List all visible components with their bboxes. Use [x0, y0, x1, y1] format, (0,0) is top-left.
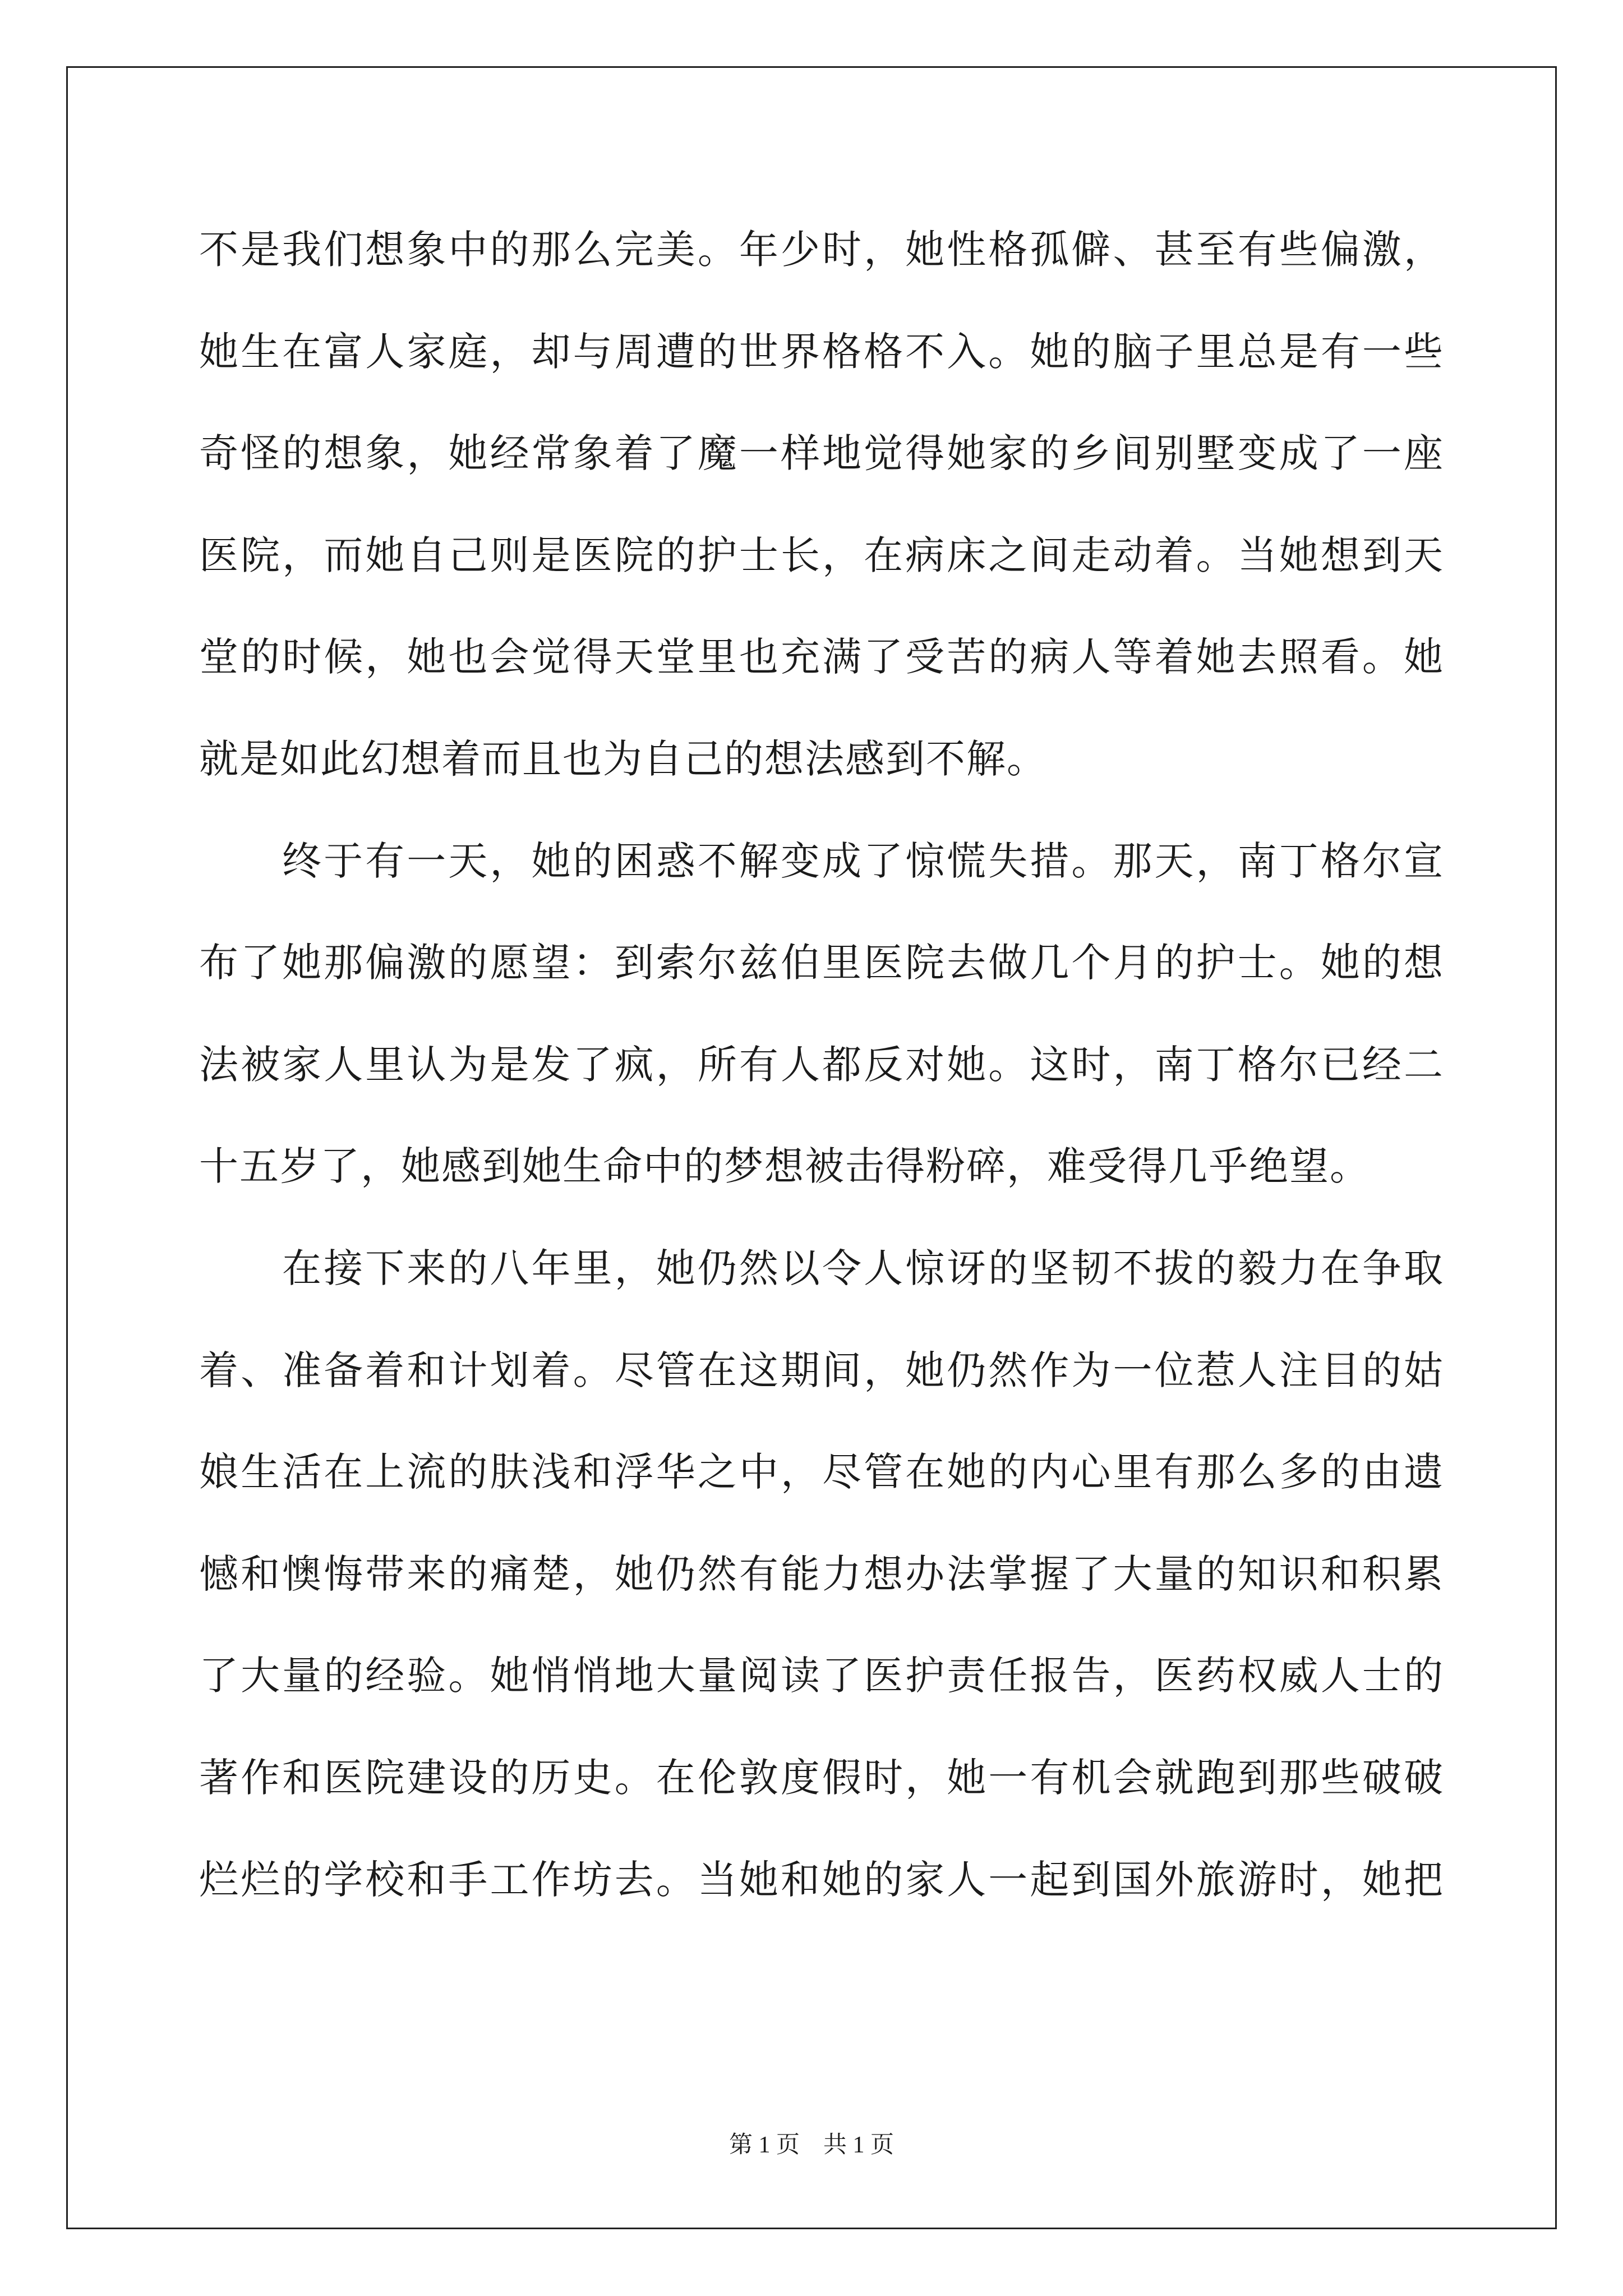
text-line: 她生在富人家庭，却与周遭的世界格格不入。她的脑子里总是有一些 [199, 328, 1444, 375]
text-line: 医院，而她自己则是医院的护士长，在病床之间走动着。当她想到天 [199, 532, 1444, 578]
text-line: 法被家人里认为是发了疯，所有人都反对她。这时，南丁格尔已经二 [199, 1041, 1444, 1088]
text-line: 十五岁了，她感到她生命中的梦想被击得粉碎，难受得几乎绝望。 [199, 1143, 1370, 1190]
text-line: 烂烂的学校和手工作坊去。当她和她的家人一起到国外旅游时，她把 [199, 1856, 1444, 1903]
document-body [199, 199, 1444, 1931]
page-number-footer: 第 1 页 共 1 页 [728, 2132, 894, 2158]
text-line: 憾和懊悔带来的痛楚，她仍然有能力想办法掌握了大量的知识和积累 [199, 1550, 1444, 1597]
text-line: 奇怪的想象，她经常象着了魔一样地觉得她家的乡间别墅变成了一座 [199, 430, 1444, 477]
paragraph-first-line: 终于有一天，她的困惑不解变成了惊慌失措。那天，南丁格尔宣 [282, 838, 1444, 884]
text-line: 娘生活在上流的肤浅和浮华之中，尽管在她的内心里有那么多的由遗 [199, 1449, 1444, 1496]
paragraph-first-line: 在接下来的八年里，她仍然以令人惊讶的坚韧不拔的毅力在争取 [282, 1245, 1444, 1291]
text-line: 了大量的经验。她悄悄地大量阅读了医护责任报告，医药权威人士的 [199, 1653, 1444, 1699]
text-line: 着、准备着和计划着。尽管在这期间，她仍然作为一位惹人注目的姑 [199, 1347, 1444, 1393]
text-line: 堂的时候，她也会觉得天堂里也充满了受苦的病人等着她去照看。她 [199, 634, 1444, 680]
text-line: 不是我们想象中的那么完美。年少时，她性格孤僻、甚至有些偏激， [199, 227, 1444, 273]
text-line: 就是如此幻想着而且也为自己的想法感到不解。 [199, 735, 1047, 782]
text-line: 著作和医院建设的历史。在伦敦度假时，她一有机会就跑到那些破破 [199, 1754, 1444, 1801]
text-line: 布了她那偏激的愿望：到索尔兹伯里医院去做几个月的护士。她的想 [199, 940, 1444, 986]
